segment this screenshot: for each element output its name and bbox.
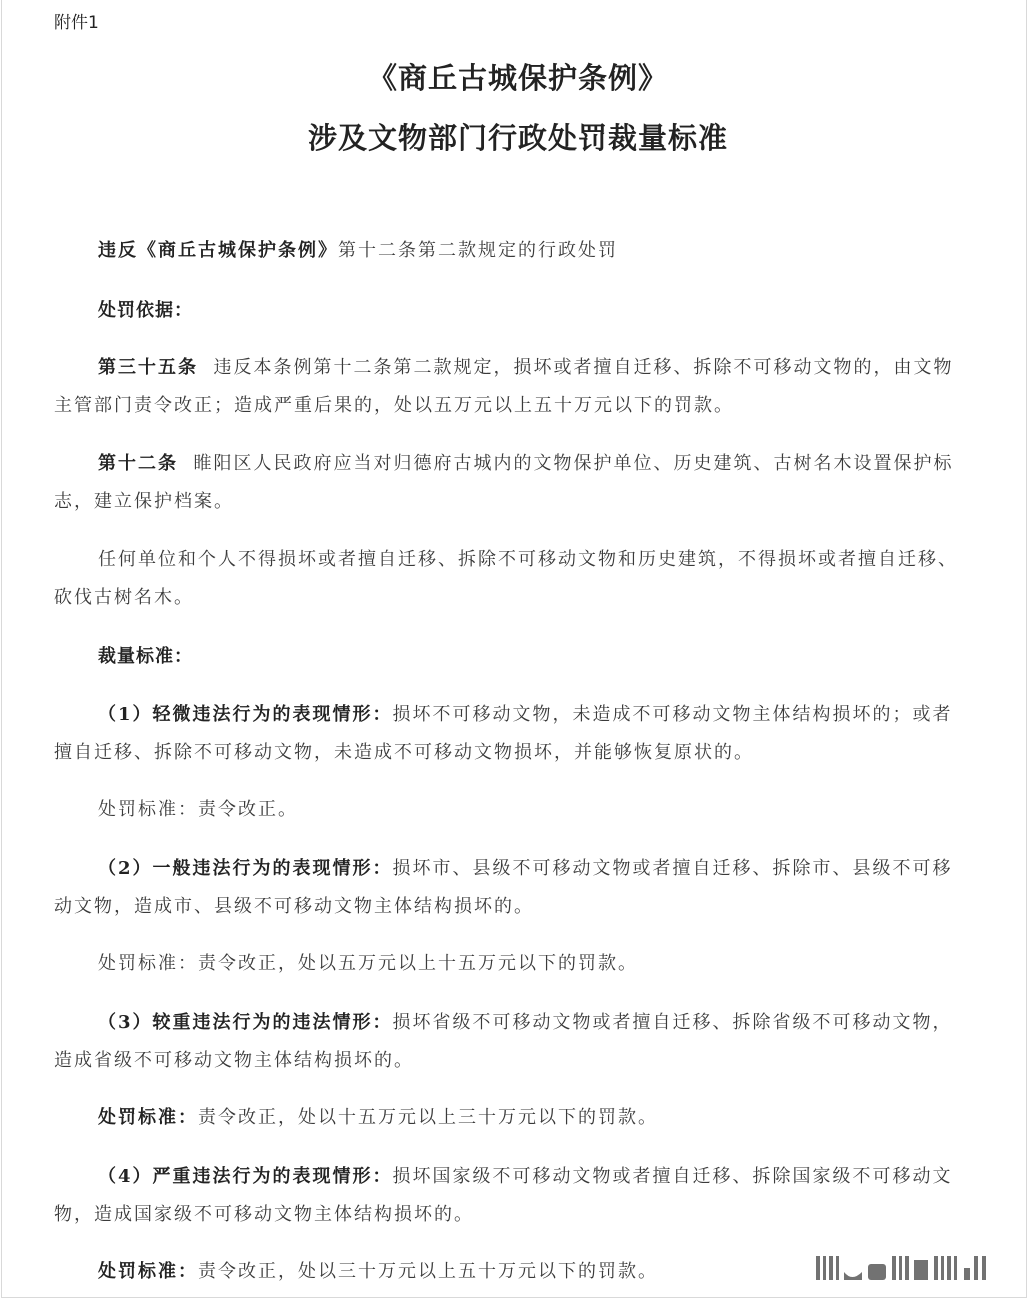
standard-heading: 裁量标准： [98, 646, 193, 667]
article-12-text: 睢阳区人民政府应当对归德府古城内的文物保护单位、历史建筑、古树名木设置保护标志，建立保护档案。 [54, 453, 954, 512]
level-2-text: 损坏市、县级不可移动文物或者擅自迁移、拆除市、县级不可移动文物，造成市、县级不可移动文物主体结构损坏的。 [54, 858, 953, 917]
level-4-penalty-label: 处罚标准： [98, 1261, 198, 1282]
level-1-paragraph [54, 696, 966, 772]
level-4-penalty-text: 责令改正，处以三十万元以上五十万元以下的罚款。 [198, 1261, 658, 1282]
article-35-label: 第三十五条 [98, 357, 198, 378]
document-page [1, 0, 1027, 1298]
level-3-penalty [54, 1099, 966, 1137]
section-heading [54, 232, 966, 270]
level-3-paragraph [54, 1004, 966, 1080]
attachment-label: 附件1 [54, 13, 99, 33]
watermark-glyphs [814, 1250, 994, 1286]
level-1-text: 损坏不可移动文物，未造成不可移动文物主体结构损坏的；或者擅自迁移、拆除不可移动文物，未造成不可移动文物损坏，并能够恢复原状的。 [54, 704, 953, 763]
level-3-penalty-text: 责令改正，处以十五万元以上三十万元以下的罚款。 [198, 1107, 658, 1128]
level-2-label: （2）一般违法行为的表现情形： [98, 858, 393, 879]
section-heading-rest: 第十二条第二款规定的行政处罚 [338, 240, 618, 261]
level-2-paragraph [54, 850, 966, 926]
article-12-paragraph-2: 任何单位和个人不得损坏或者擅自迁移、拆除不可移动文物和历史建筑，不得损坏或者擅自迁移、砍伐古树名木。 [54, 549, 958, 608]
basis-heading: 处罚依据： [98, 300, 193, 321]
level-1-penalty: 处罚标准：责令改正。 [98, 799, 298, 820]
level-3-penalty-label: 处罚标准： [98, 1107, 198, 1128]
article-12-label: 第十二条 [98, 453, 178, 474]
barcode-watermark-icon [814, 1250, 994, 1292]
article-12-paragraph [54, 445, 966, 521]
document-title-line2: 涉及文物部门行政处罚裁量标准 [307, 121, 728, 155]
article-35-text: 违反本条例第十二条第二款规定，损坏或者擅自迁移、拆除不可移动文物的，由文物主管部门责令改正；造成严重后果的，处以五万元以上五十万元以下的罚款。 [54, 357, 954, 416]
section-heading-law: 违反《商丘古城保护条例》 [98, 240, 338, 261]
level-4-label: （4）严重违法行为的表现情形： [98, 1166, 393, 1187]
level-4-text: 损坏国家级不可移动文物或者擅自迁移、拆除国家级不可移动文物，造成国家级不可移动文物主体结构损坏的。 [54, 1166, 953, 1225]
level-1-label: （1）轻微违法行为的表现情形： [98, 704, 393, 725]
level-3-label: （3）较重违法行为的违法情形： [98, 1012, 393, 1033]
level-3-text: 损坏省级不可移动文物或者擅自迁移、拆除省级不可移动文物，造成省级不可移动文物主体结构损坏的。 [54, 1012, 953, 1071]
level-2-penalty: 处罚标准：责令改正，处以五万元以上十五万元以下的罚款。 [98, 953, 638, 974]
article-35-paragraph [54, 349, 966, 425]
level-4-paragraph [54, 1158, 966, 1234]
document-title-line1: 《商丘古城保护条例》 [367, 61, 668, 95]
